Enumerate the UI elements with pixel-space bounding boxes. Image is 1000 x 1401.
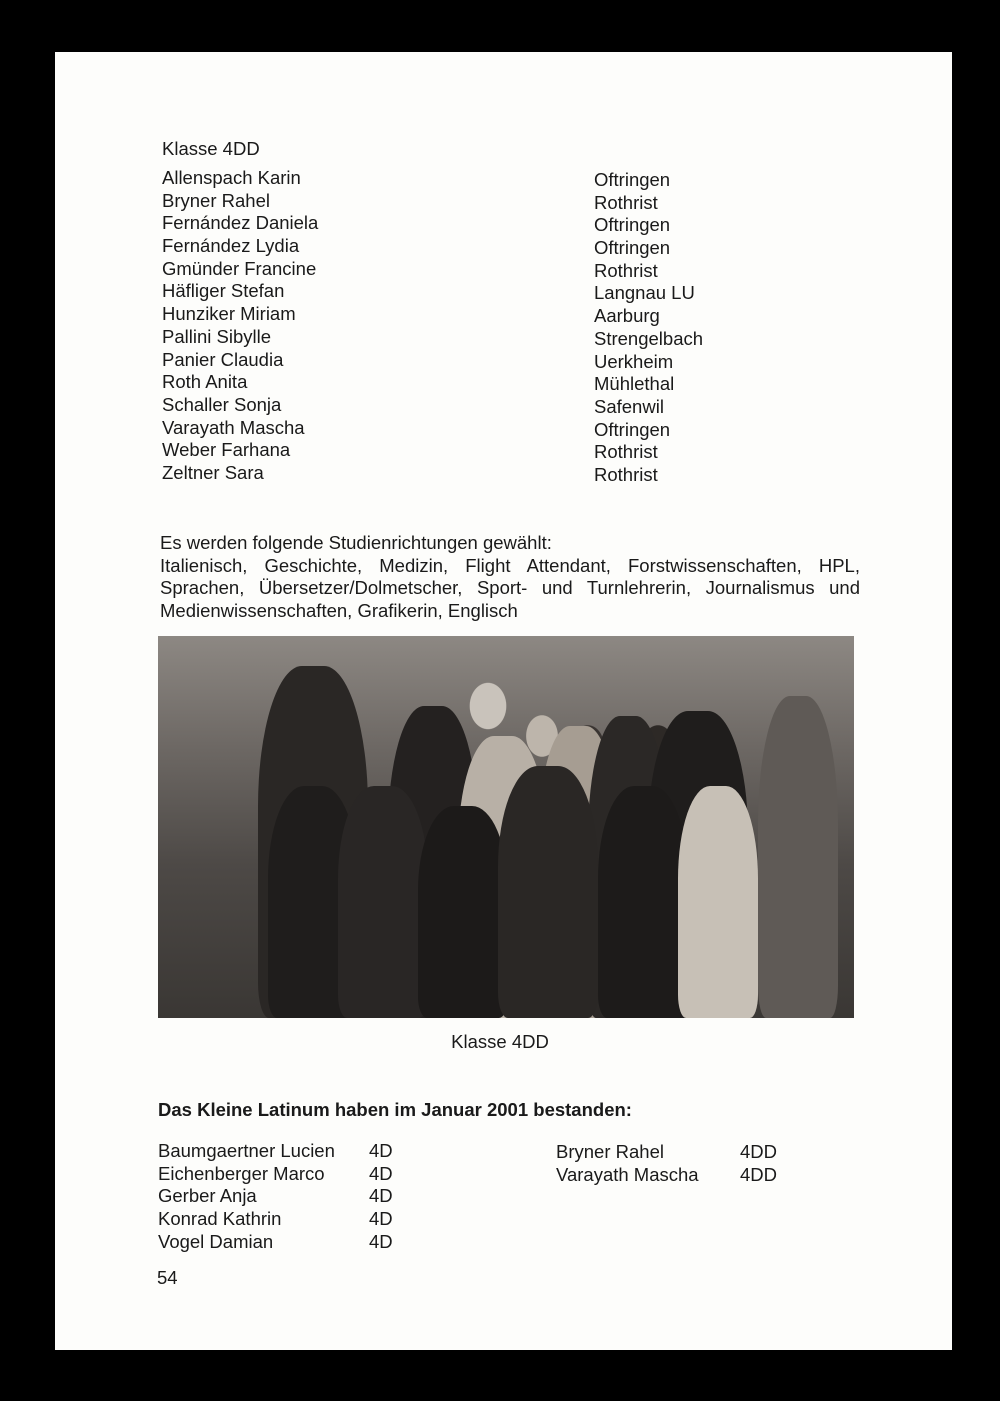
- latinum-name: Bryner Rahel: [556, 1141, 664, 1162]
- student-name: Weber Farhana: [162, 439, 291, 461]
- student-place: Uerkheim: [594, 350, 674, 372]
- student-place: Oftringen: [594, 169, 671, 190]
- latinum-right-names: [556, 1141, 699, 1186]
- latinum-name: Eichenberger Marco: [158, 1162, 325, 1184]
- latinum-class: 4D: [369, 1208, 393, 1230]
- student-name: Gmünder Francine: [162, 257, 317, 279]
- student-name: Pallini Sibylle: [162, 325, 271, 347]
- student-place: Strengelbach: [594, 327, 704, 349]
- student-name: Fernández Lydia: [162, 235, 300, 257]
- student-place: Safenwil: [594, 395, 664, 417]
- student-name: Varayath Mascha: [162, 416, 305, 438]
- student-name: Fernández Daniela: [162, 212, 319, 234]
- student-place: Rothrist: [594, 463, 658, 485]
- student-name: Schaller Sonja: [162, 393, 282, 415]
- student-place: Mühlethal: [594, 373, 675, 395]
- latinum-class: 4D: [369, 1140, 393, 1161]
- student-name: Hunziker Miriam: [162, 303, 296, 325]
- student-name: Bryner Rahel: [162, 189, 270, 211]
- student-place: Oftringen: [594, 214, 671, 236]
- latinum-class: 4D: [369, 1185, 393, 1207]
- student-name: Roth Anita: [162, 371, 248, 393]
- student-place: Oftringen: [594, 418, 671, 440]
- latinum-left-names: [158, 1140, 335, 1253]
- student-place: Langnau LU: [594, 282, 695, 304]
- latinum-class: 4D: [369, 1230, 393, 1252]
- studies-list: Italienisch, Geschichte, Medizin, Flight Attendant, Forstwissenschaften, HPL, Sprachen, Übersetzer/Dolmetscher, Sport- und Turnlehrerin, Journalismus und Medienwissenschaften, Grafikerin, Englisch: [160, 554, 860, 621]
- latinum-class: 4DD: [740, 1163, 778, 1185]
- student-name: Allenspach Karin: [162, 167, 301, 188]
- student-name: Häfliger Stefan: [162, 280, 285, 302]
- latinum-name: Konrad Kathrin: [158, 1208, 282, 1230]
- latinum-name: Gerber Anja: [158, 1185, 257, 1207]
- latinum-name: Baumgaertner Lucien: [158, 1140, 335, 1161]
- page-number: 54: [157, 1267, 178, 1288]
- student-name: Panier Claudia: [162, 348, 284, 370]
- latinum-class: 4DD: [740, 1141, 778, 1162]
- class-title: Klasse 4DD: [162, 138, 260, 159]
- student-names: [162, 167, 318, 485]
- latinum-heading: Das Kleine Latinum haben im Januar 2001 bestanden:: [158, 1099, 632, 1120]
- student-place: Rothrist: [594, 441, 658, 463]
- studies-paragraph: [160, 532, 860, 622]
- student-place: Rothrist: [594, 259, 658, 281]
- latinum-class: 4D: [369, 1162, 393, 1184]
- latinum-name: Varayath Mascha: [556, 1163, 699, 1185]
- studies-intro: Es werden folgende Studienrichtungen gewählt:: [160, 532, 552, 553]
- student-place: Oftringen: [594, 237, 671, 259]
- student-name: Zeltner Sara: [162, 461, 264, 483]
- student-places: [594, 169, 703, 487]
- latinum-left-classes: [369, 1140, 393, 1253]
- latinum-name: Vogel Damian: [158, 1230, 274, 1252]
- class-photo: [158, 636, 854, 1018]
- latinum-right-classes: [740, 1141, 777, 1186]
- student-place: Rothrist: [594, 191, 658, 213]
- photo-caption: Klasse 4DD: [451, 1031, 549, 1052]
- student-place: Aarburg: [594, 305, 660, 327]
